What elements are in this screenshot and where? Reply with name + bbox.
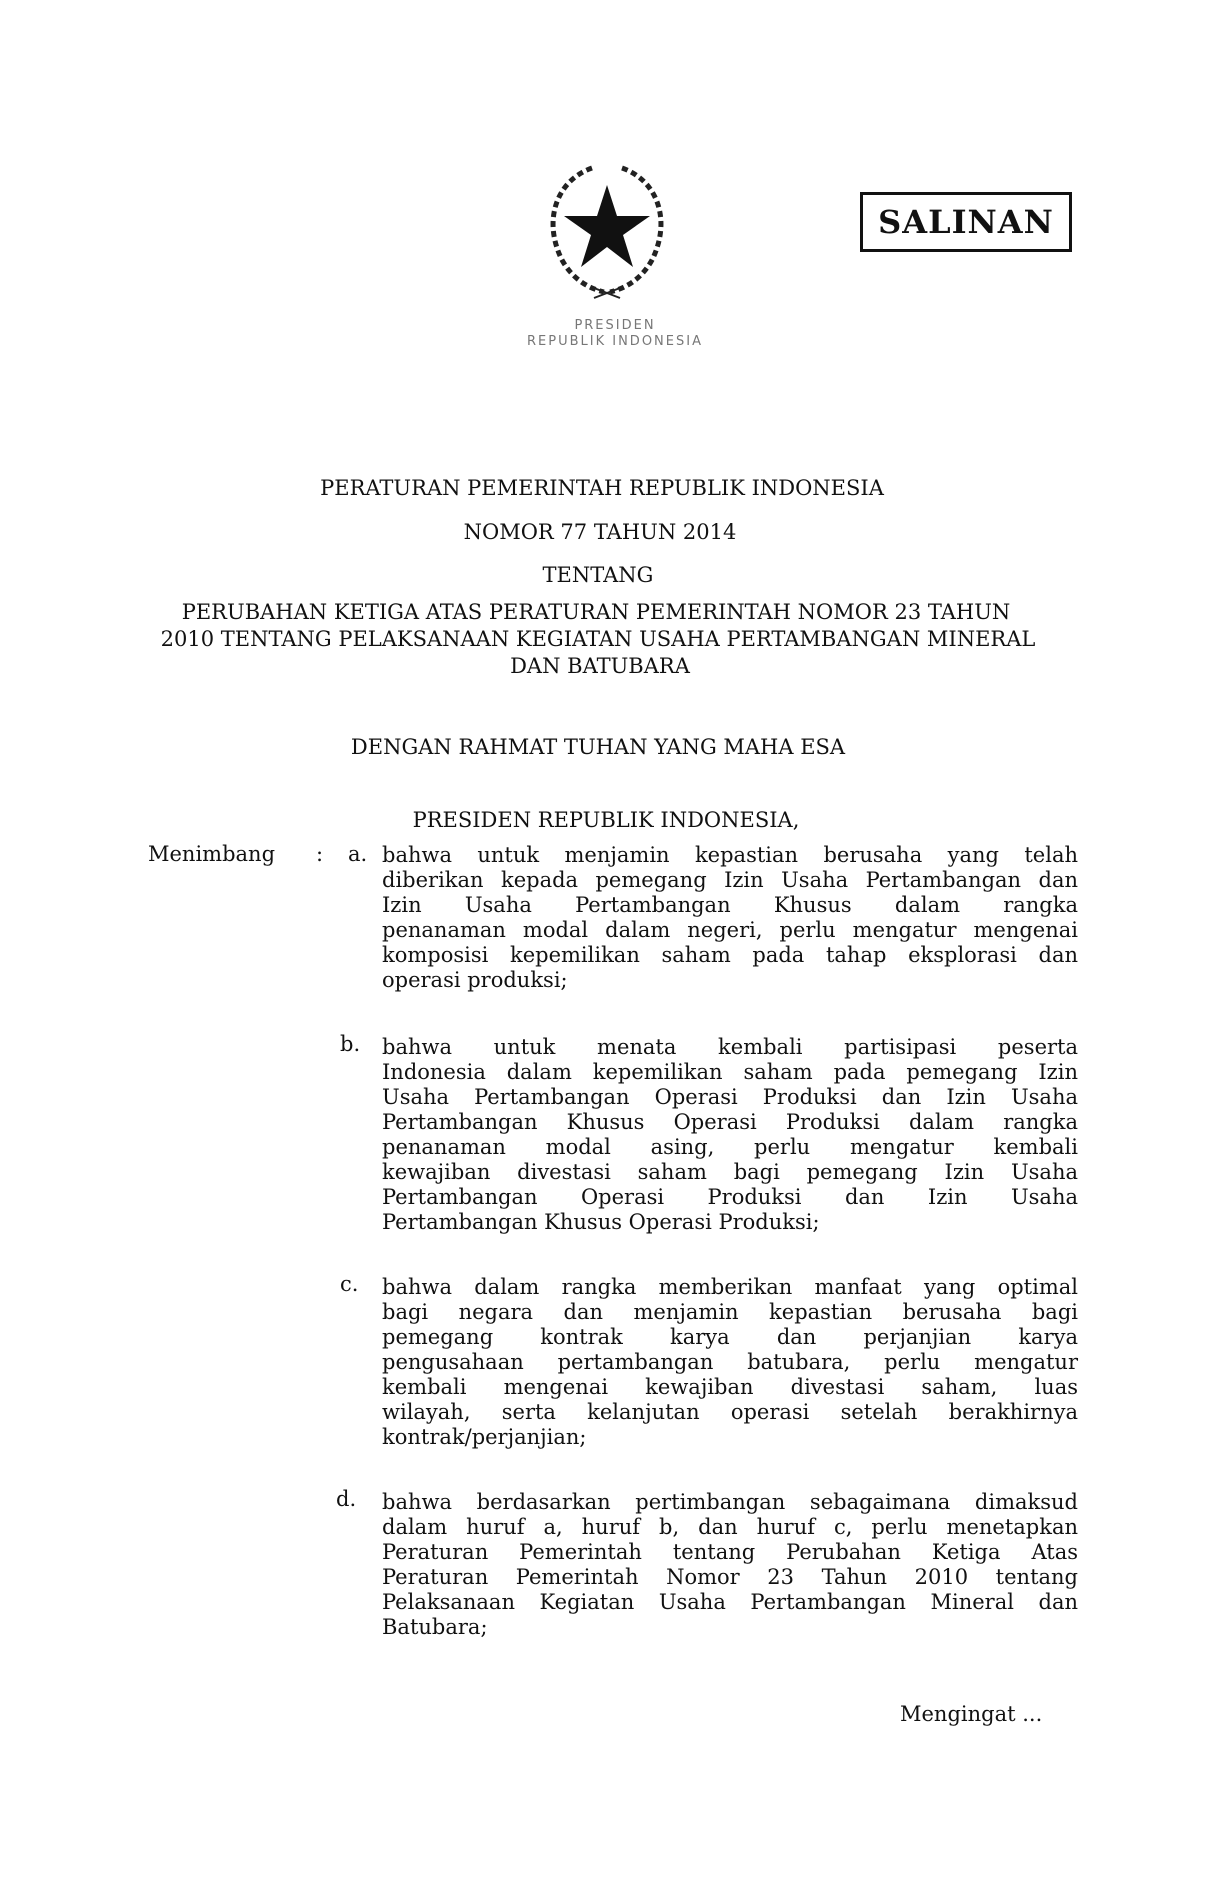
title-line1: PERATURAN PEMERINTAH REPUBLIK INDONESIA — [320, 476, 884, 500]
item-c-line: kembali mengenai kewajiban divestasi saham, luas — [382, 1375, 1078, 1399]
item-d-line: bahwa berdasarkan pertimbangan sebagaimana dimaksud — [382, 1490, 1078, 1514]
item-c-line: bahwa dalam rangka memberikan manfaat yang optimal — [382, 1275, 1078, 1299]
item-b-line: Pertambangan Khusus Operasi Produksi dalam rangka — [382, 1110, 1078, 1134]
item-c-line: kontrak/perjanjian; — [382, 1425, 587, 1449]
item-d-line: Peraturan Pemerintah Nomor 23 Tahun 2010 tentang — [382, 1565, 1078, 1589]
item-c-marker: c. — [340, 1272, 359, 1296]
continuation-note: Mengingat ... — [900, 1702, 1043, 1726]
item-d-line: Peraturan Pemerintah tentang Perubahan Ketiga Atas — [382, 1540, 1078, 1564]
item-a-line: operasi produksi; — [382, 968, 568, 992]
item-a-line: bahwa untuk menjamin kepastian berusaha yang telah — [382, 843, 1078, 867]
salinan-stamp: SALINAN — [860, 192, 1072, 252]
item-c-line: wilayah, serta kelanjutan operasi setelah berakhirnya — [382, 1400, 1078, 1424]
authority: PRESIDEN REPUBLIK INDONESIA, — [412, 808, 800, 832]
item-d-line: Pelaksanaan Kegiatan Usaha Pertambangan Mineral dan — [382, 1590, 1078, 1614]
item-c-line: bagi negara dan menjamin kepastian berusaha bagi — [382, 1300, 1078, 1324]
menimbang-label: Menimbang — [148, 842, 276, 866]
item-b-line: Pertambangan Khusus Operasi Produksi; — [382, 1210, 820, 1234]
title-line2: NOMOR 77 TAHUN 2014 — [463, 520, 737, 544]
title-subject-line1: PERUBAHAN KETIGA ATAS PERATURAN PEMERINTAH NOMOR 23 TAHUN — [181, 600, 1011, 624]
invocation: DENGAN RAHMAT TUHAN YANG MAHA ESA — [350, 735, 846, 759]
item-b-line: kewajiban divestasi saham bagi pemegang Izin Usaha — [382, 1160, 1078, 1184]
item-a-line: Izin Usaha Pertambangan Khusus dalam rangka — [382, 893, 1078, 917]
item-b-marker: b. — [340, 1032, 361, 1056]
item-b-line: Indonesia dalam kepemilikan saham pada pemegang Izin — [382, 1060, 1078, 1084]
item-b-line: Usaha Pertambangan Operasi Produksi dan Izin Usaha — [382, 1085, 1078, 1109]
item-c-line: pemegang kontrak karya dan perjanjian karya — [382, 1325, 1078, 1349]
title-line3: TENTANG — [542, 563, 654, 587]
title-subject-line2: 2010 TENTANG PELAKSANAAN KEGIATAN USAHA PERTAMBANGAN MINERAL — [160, 627, 1036, 651]
item-d-line: dalam huruf a, huruf b, dan huruf c, perlu menetapkan — [382, 1515, 1078, 1539]
item-a-marker: a. — [348, 842, 368, 866]
emblem-caption — [520, 318, 710, 350]
emblem-caption-line2: REPUBLIK INDONESIA — [527, 334, 703, 349]
item-c-line: pengusahaan pertambangan batubara, perlu mengatur — [382, 1350, 1078, 1374]
item-b-line: Pertambangan Operasi Produksi dan Izin Usaha — [382, 1185, 1078, 1209]
item-d-marker: d. — [336, 1487, 357, 1511]
item-b-line: bahwa untuk menata kembali partisipasi peserta — [382, 1035, 1078, 1059]
item-a-line: diberikan kepada pemegang Izin Usaha Pertambangan dan — [382, 868, 1078, 892]
menimbang-separator: : — [316, 842, 324, 866]
item-b-line: penanaman modal asing, perlu mengatur kembali — [382, 1135, 1078, 1159]
emblem-caption-line1: PRESIDEN — [574, 318, 656, 333]
item-a-line: penanaman modal dalam negeri, perlu mengatur mengenai — [382, 918, 1078, 942]
item-a-line: komposisi kepemilikan saham pada tahap eksplorasi dan — [382, 943, 1078, 967]
item-d-line: Batubara; — [382, 1615, 488, 1639]
garuda-star-emblem-icon — [532, 150, 682, 300]
title-subject-line3: DAN BATUBARA — [510, 654, 690, 678]
